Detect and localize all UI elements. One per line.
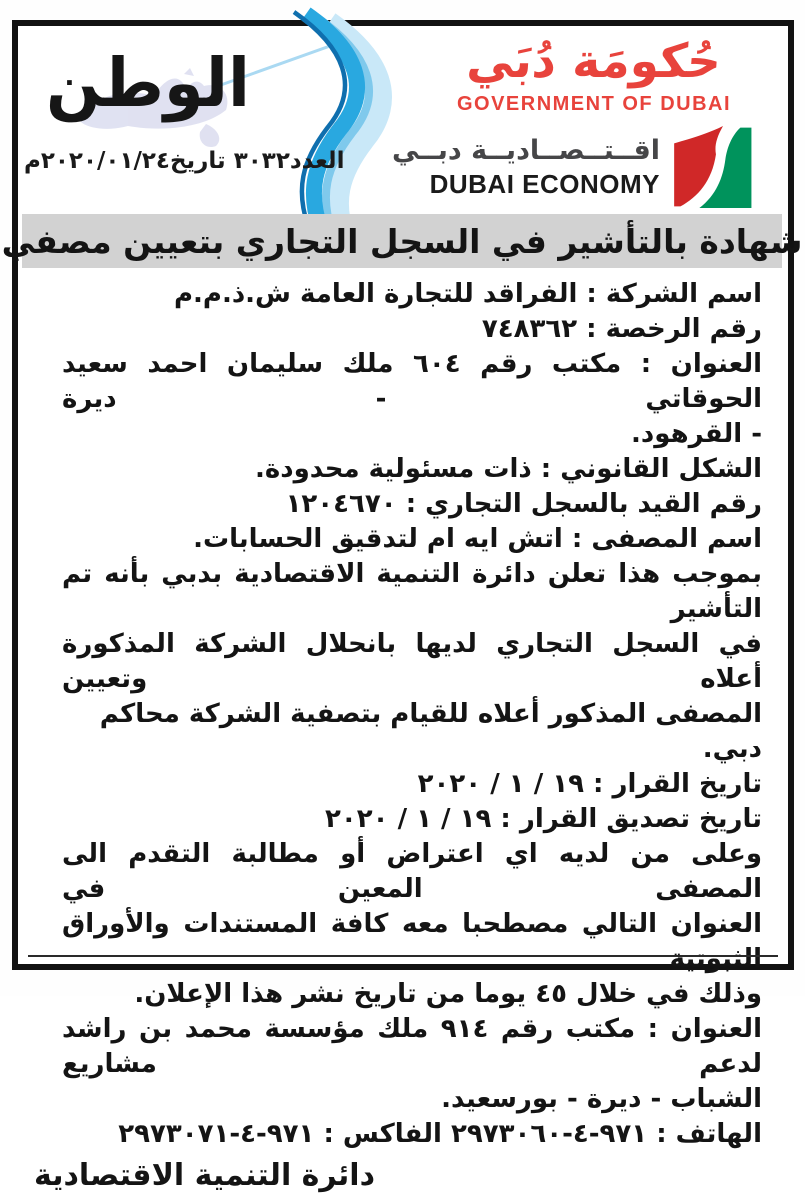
notice-frame xyxy=(1,20,803,1193)
notice-body-line: رقم الرخصة : ٧٤٨٣٦٢ xyxy=(481,314,762,344)
newspaper-name: الوطن xyxy=(46,45,250,123)
government-name-en: GOVERNMENT OF DUBAI xyxy=(456,93,732,116)
notice-body-line: بموجب هذا تعلن دائرة التنمية الاقتصادية بدبي بأنه تم التأشير xyxy=(62,559,762,624)
issue-line: العدد٣٠٣٢ تاريخ٢٠٢٠/٠١/٢٤م xyxy=(24,148,345,174)
notice-header xyxy=(18,26,788,214)
notice-body xyxy=(18,268,788,1152)
government-of-dubai-logo xyxy=(391,26,780,208)
notice-body-line: اسم المصفى : اتش ايه ام لتدقيق الحسابات. xyxy=(193,524,762,554)
notice-body-line: العنوان التالي مصطحبا معه كافة المستندات والأوراق الثبوتية xyxy=(62,909,762,974)
notice-body-line: اسم الشركة : الفراقد للتجارة العامة ش.ذ.م.م xyxy=(173,279,762,309)
notice-body-line: وعلى من لديه اي اعتراض أو مطالبة التقدم الى المصفى المعين في xyxy=(62,839,762,904)
notice-body-line: وذلك في خلال ٤٥ يوما من تاريخ نشر هذا الإعلان. xyxy=(134,979,762,1009)
notice-body-line: الشباب - ديرة - بورسعيد. xyxy=(441,1084,762,1114)
notice-body-line: - القرهود. xyxy=(631,419,762,449)
government-calligraphy: حُكومَة دُبَي xyxy=(465,34,723,89)
notice-body-line: تاريخ تصديق القرار : ١٩ / ١ / ٢٠٢٠ xyxy=(325,804,762,834)
dubai-economy-wordmark xyxy=(392,135,660,199)
dubai-economy-name-ar: اقــتــصــاديــة دبــي xyxy=(391,135,660,167)
notice-body-line: في السجل التجاري لديها بانحلال الشركة المذكورة أعلاه وتعيين xyxy=(62,629,762,694)
notice-body-line: العنوان : مكتب رقم ٦٠٤ ملك سليمان احمد سعيد الحوقاتي - ديرة xyxy=(62,349,762,414)
notice-title-bar xyxy=(1,214,803,268)
notice-body-line: الشكل القانوني : ذات مسئولية محدودة. xyxy=(255,454,762,484)
notice-body-line: العنوان : مكتب رقم ٩١٤ ملك مؤسسة محمد بن راشد لدعم مشاريع xyxy=(62,1014,762,1079)
notice-body-line: تاريخ القرار : ١٩ / ١ / ٢٠٢٠ xyxy=(417,769,762,799)
notice-body-line: الهاتف : ٩٧١-٤-٢٩٧٣٠٦٠ الفاكس : ٩٧١-٤-٢٩٧٣٠٧١ xyxy=(118,1119,762,1149)
dubai-economy-mark-icon xyxy=(672,126,752,208)
issuer-signature: دائرة التنمية الاقتصادية xyxy=(34,1158,375,1193)
inner-rule xyxy=(28,955,778,957)
notice-body-line: المصفى المذكور أعلاه للقيام بتصفية الشركة محاكم دبي. xyxy=(99,699,762,764)
dubai-economy-name-en: DUBAI ECONOMY xyxy=(429,168,660,199)
dubai-economy-logo xyxy=(391,126,780,208)
notice-title: شهادة بالتأشير في السجل التجاري بتعيين مصفي xyxy=(1,221,803,261)
notice-body-line: رقم القيد بالسجل التجاري : ١٢٠٤٦٧٠ xyxy=(285,489,762,519)
